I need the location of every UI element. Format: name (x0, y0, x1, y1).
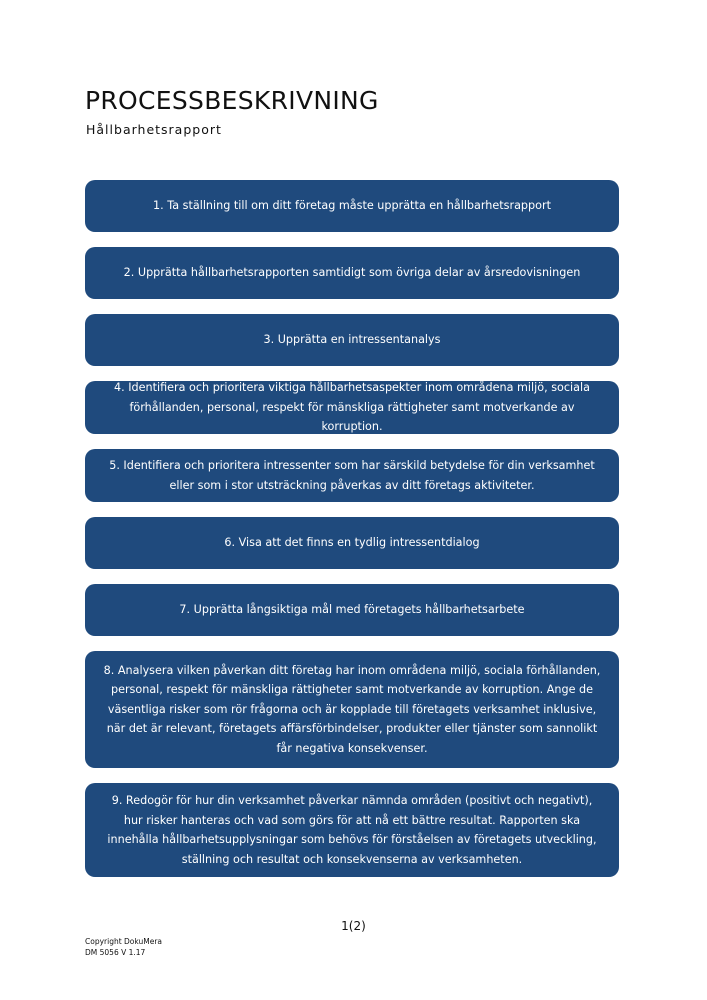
page-number: 1(2) (341, 919, 366, 933)
process-step-5: 5. Identifiera och prioritera intressenter som har särskild betydelse för din verksamhet eller som i stor utsträckning påverkas av ditt företags aktiviteter. (85, 449, 619, 502)
process-step-6: 6. Visa att det finns en tydlig intressentdialog (85, 517, 619, 569)
process-steps (85, 180, 619, 892)
process-step-3: 3. Upprätta en intressentanalys (85, 314, 619, 366)
footer-copyright: Copyright DokuMera (85, 937, 163, 946)
process-step-7: 7. Upprätta långsiktiga mål med företagets hållbarhetsarbete (85, 584, 619, 636)
process-step-2: 2. Upprätta hållbarhetsrapporten samtidigt som övriga delar av årsredovisningen (85, 247, 619, 299)
page-title: PROCESSBESKRIVNING (85, 86, 379, 115)
process-step-1: 1. Ta ställning till om ditt företag måste upprätta en hållbarhetsrapport (85, 180, 619, 232)
process-step-4: 4. Identifiera och prioritera viktiga hållbarhetsaspekter inom områdena miljö, sociala förhållanden, personal, respekt för mänskliga rättigheter samt motverkande av korruption. (85, 381, 619, 434)
process-step-9: 9. Redogör för hur din verksamhet påverkar nämnda områden (positivt och negativt), hur risker hanteras och vad som görs för att nå ett bättre resultat. Rapporten ska innehålla hållbarhetsupplysningar som behövs för förståelsen av företagets utveckling, ställning och resultat och konsekvenserna av verksamheten. (85, 783, 619, 877)
footer-document-id: DM 5056 V 1.17 (85, 948, 146, 957)
process-step-8: 8. Analysera vilken påverkan ditt företag har inom områdena miljö, sociala förhållanden, personal, respekt för mänskliga rättigheter samt motverkande av korruption. Ange de väsentliga risker som rör frågorna och är kopplade till företagets verksamhet inklusive, när det är relevant, företagets affärsförbindelser, produkter eller tjänster som sannolikt får negativa konsekvenser. (85, 651, 619, 768)
page-subtitle: Hållbarhetsrapport (86, 122, 222, 137)
footer (85, 936, 162, 958)
